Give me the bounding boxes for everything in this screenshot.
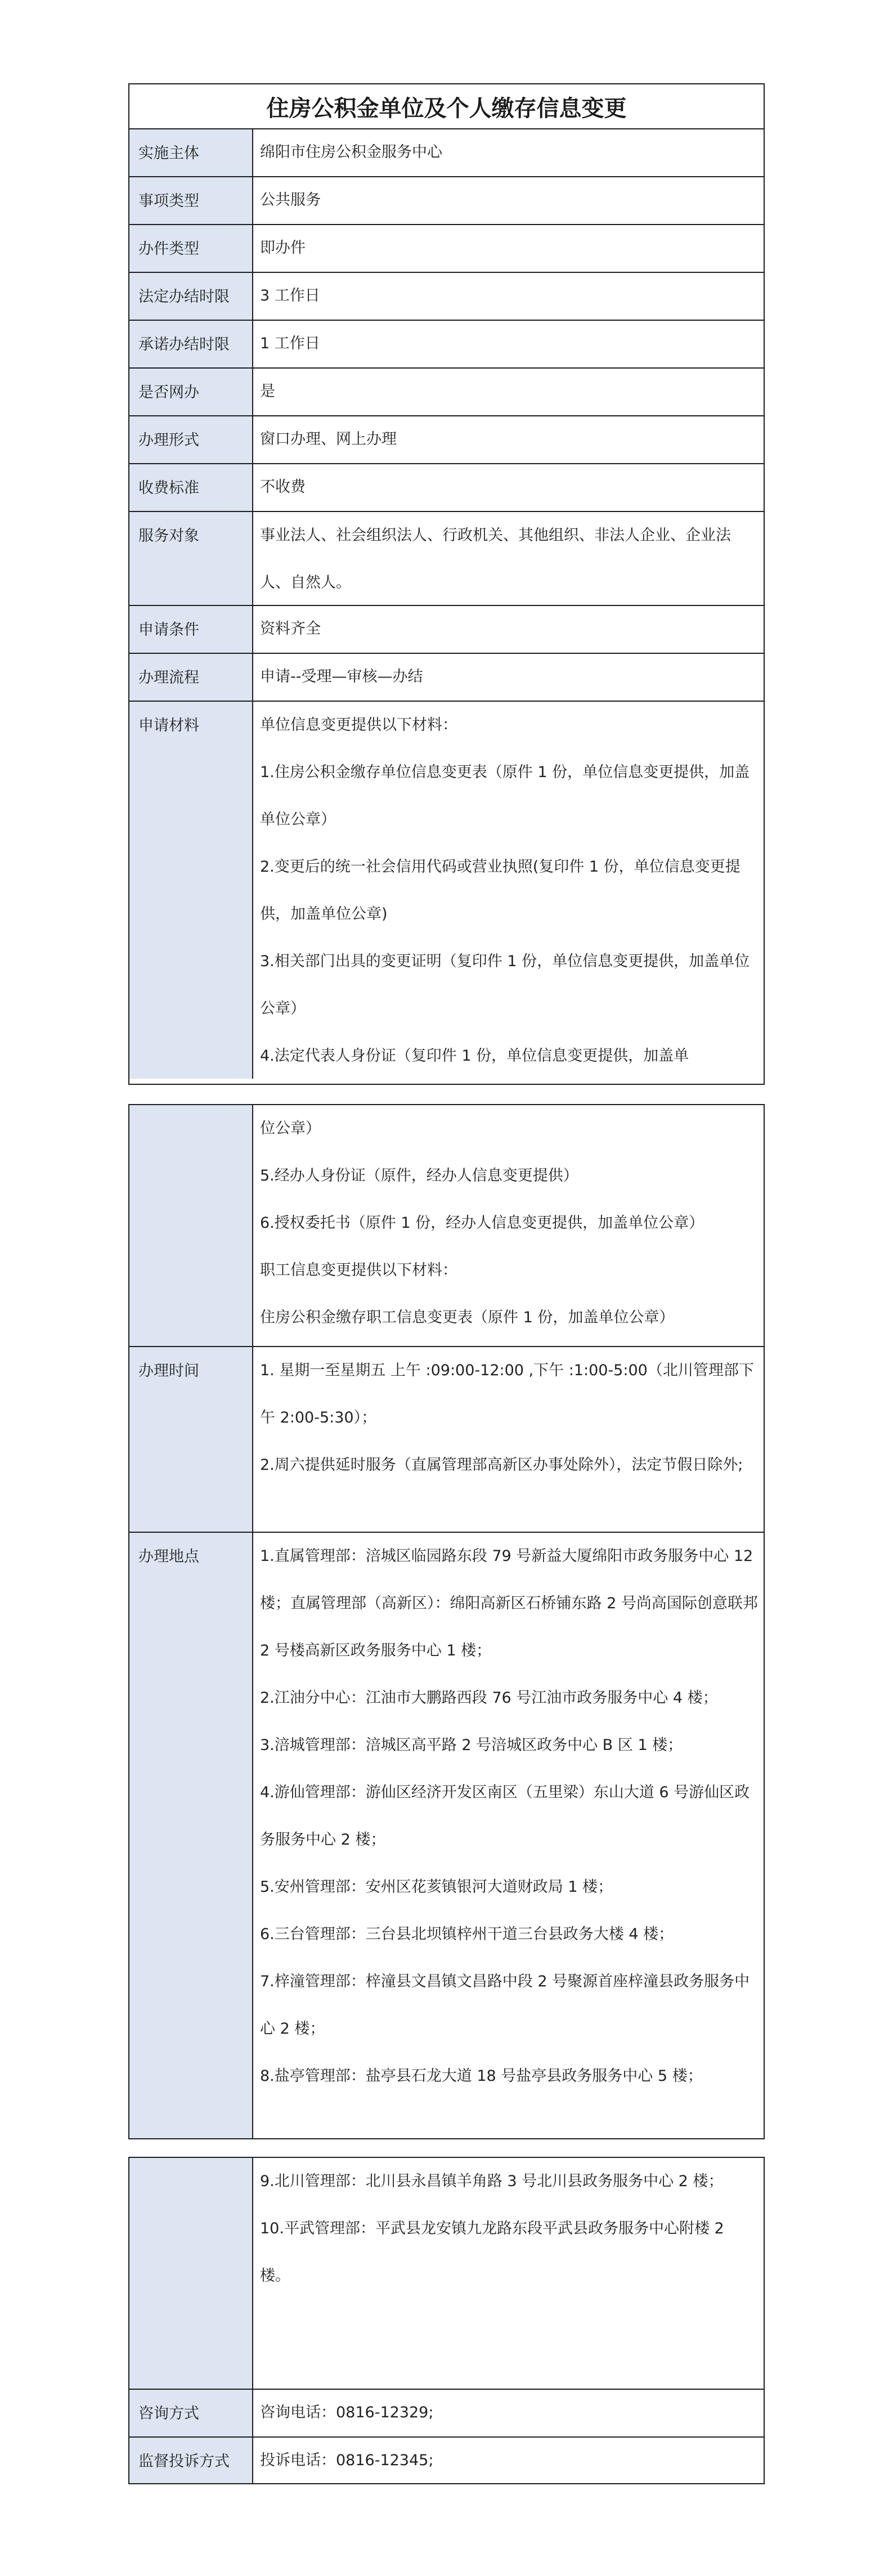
label-hours: 办理时间 [129, 1347, 253, 1532]
label-legal-limit: 法定办结时限 [129, 273, 253, 320]
value-online: 是 [260, 383, 275, 400]
row-legal-limit [129, 273, 764, 321]
label-consult: 咨询方式 [129, 2390, 253, 2436]
row-form [129, 416, 764, 464]
location-line: 3.涪城管理部：涪城区高平路 2 号涪城区政务中心 B 区 1 楼； [260, 1736, 683, 1754]
hours-line: 2.周六提供延时服务（直属管理部高新区办事处除外），法定节假日除外; [260, 1456, 743, 1474]
value-hours [253, 1347, 764, 1532]
row-materials [129, 702, 764, 1079]
label-conditions: 申请条件 [129, 606, 253, 653]
value-implementer: 绵阳市住房公积金服务中心 [260, 143, 442, 161]
row-hours [129, 1347, 764, 1533]
location-line: 1.直属管理部：涪城区临园路东段 79 号新益大厦绵阳市政务服务中心 12 楼；直属管理部（高新区）：绵阳高新区石桥铺东路 2 号尚高国际创意联邦 2 号楼高新区政务服务中心 1 楼； [260, 1547, 758, 1659]
row-target [129, 512, 764, 606]
label-target: 服务对象 [129, 512, 253, 605]
value-consult: 咨询电话：0816-12329; [260, 2404, 434, 2421]
materials-line: 2.变更后的统一社会信用代码或营业执照(复印件 1 份，单位信息变更提供，加盖单位公章) [260, 858, 741, 923]
label-materials-continued [129, 1105, 253, 1346]
row-conditions [129, 606, 764, 654]
location-line: 7.梓潼管理部：梓潼县文昌镇文昌路中段 2 号聚源首座梓潼县政务服务中心 2 楼； [260, 1973, 750, 2038]
materials-line: 5.经办人身份证（原件，经办人信息变更提供） [260, 1167, 578, 1184]
row-locations [129, 1533, 764, 2138]
location-line: 10.平武管理部：平武县龙安镇九龙路东段平武县政务服务中心附楼 2 楼。 [260, 2220, 724, 2285]
value-materials-part1 [253, 702, 764, 1079]
materials-line: 住房公积金缴存职工信息变更表（原件 1 份，加盖单位公章） [260, 1309, 675, 1326]
value-item-type: 公共服务 [260, 191, 321, 209]
location-line: 8.盐亭管理部：盐亭县石龙大道 18 号盐亭县政务服务中心 5 楼； [260, 2067, 703, 2085]
label-materials: 申请材料 [129, 702, 253, 1079]
value-flow: 申请--受理—审核—办结 [260, 668, 423, 685]
value-locations-part1 [253, 1533, 764, 2138]
location-line: 9.北川管理部：北川县永昌镇羊角路 3 号北川县政务服务中心 2 楼； [260, 2173, 724, 2190]
materials-line: 1.住房公积金缴存单位信息变更表（原件 1 份，单位信息变更提供，加盖单位公章） [260, 764, 750, 828]
value-fee: 不收费 [260, 478, 306, 496]
hours-line: 1. 星期一至星期五 上午 :09:00-12:00 ,下午 :1:00-5:00（北川管理部下午 2:00-5:30）； [260, 1362, 754, 1426]
table-fragment-1 [128, 83, 765, 1085]
label-flow: 办理流程 [129, 654, 253, 701]
label-item-type: 事项类型 [129, 177, 253, 224]
label-locations-continued [129, 2158, 253, 2389]
value-legal-limit: 3 工作日 [260, 287, 320, 304]
value-process-type: 即办件 [260, 239, 306, 257]
value-conditions: 资料齐全 [260, 620, 321, 638]
value-target: 事业法人、社会组织法人、行政机关、其他组织、非法人企业、企业法人、自然人。 [260, 527, 731, 591]
row-complaint [129, 2438, 764, 2483]
materials-line: 单位信息变更提供以下材料： [260, 716, 457, 734]
value-complaint: 投诉电话：0816-12345; [260, 2452, 434, 2469]
label-process-type: 办件类型 [129, 225, 253, 272]
row-implementer [129, 129, 764, 177]
materials-line: 职工信息变更提供以下材料： [260, 1262, 457, 1279]
value-promise-limit: 1 工作日 [260, 335, 320, 352]
label-online: 是否网办 [129, 369, 253, 415]
row-locations-continued [129, 2158, 764, 2390]
row-materials-continued [129, 1105, 764, 1347]
value-materials-part2 [253, 1105, 764, 1346]
location-line: 4.游仙管理部：游仙区经济开发区南区（五里梁）东山大道 6 号游仙区政务服务中心 2 楼； [260, 1784, 750, 1848]
materials-line: 6.授权委托书（原件 1 份，经办人信息变更提供，加盖单位公章） [260, 1214, 704, 1232]
row-consult [129, 2390, 764, 2438]
label-locations: 办理地点 [129, 1533, 253, 2138]
row-flow [129, 654, 764, 702]
label-complaint: 监督投诉方式 [129, 2438, 253, 2483]
table-fragment-3 [128, 2157, 765, 2484]
page-title: 住房公积金单位及个人缴存信息变更 [129, 84, 764, 129]
row-process-type [129, 225, 764, 273]
label-fee: 收费标准 [129, 464, 253, 511]
row-fee [129, 464, 764, 512]
row-online [129, 369, 764, 416]
row-promise-limit [129, 321, 764, 369]
value-locations-part2 [253, 2158, 764, 2389]
value-form: 窗口办理、网上办理 [260, 430, 397, 448]
table-fragment-2 [128, 1104, 765, 2139]
label-promise-limit: 承诺办结时限 [129, 321, 253, 367]
materials-line: 4.法定代表人身份证（复印件 1 份，单位信息变更提供，加盖单 [260, 1047, 689, 1065]
location-line: 2.江油分中心：江油市大鹏路西段 76 号江油市政务服务中心 4 楼； [260, 1689, 718, 1707]
label-implementer: 实施主体 [129, 129, 253, 176]
label-form: 办理形式 [129, 416, 253, 463]
row-item-type [129, 177, 764, 225]
location-line: 5.安州管理部：安州区花荄镇银河大道财政局 1 楼； [260, 1878, 613, 1896]
materials-line: 位公章） [260, 1120, 321, 1137]
materials-line: 3.相关部门出具的变更证明（复印件 1 份，单位信息变更提供，加盖单位公章） [260, 953, 750, 1017]
location-line: 6.三台管理部：三台县北坝镇梓州干道三台县政务大楼 4 楼； [260, 1926, 674, 1943]
